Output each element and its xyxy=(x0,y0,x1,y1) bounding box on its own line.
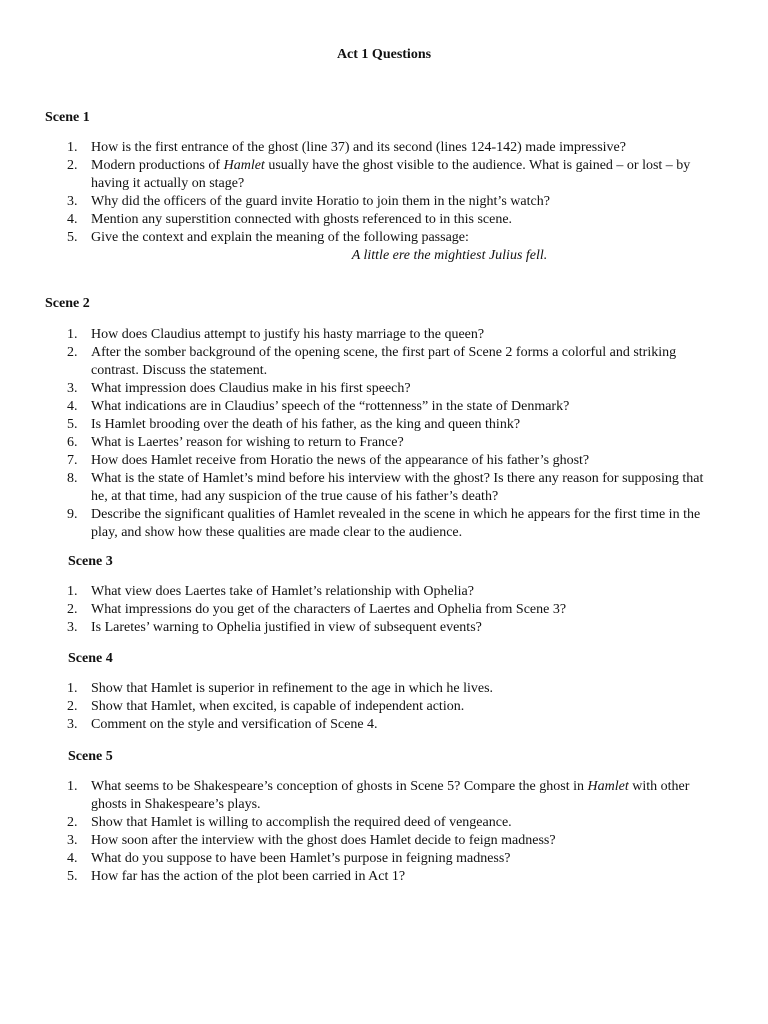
question-text-segment: How does Claudius attempt to justify his hasty marriage to the queen? xyxy=(91,327,485,342)
question-number: 1. xyxy=(67,779,78,794)
question-number: 5. xyxy=(67,417,78,432)
question-number: 7. xyxy=(67,453,78,468)
question-text xyxy=(91,507,700,540)
question-text xyxy=(91,435,404,450)
question-text-segment: Show that Hamlet is superior in refinement to the age in which he lives. xyxy=(91,681,494,696)
question-text-segment: Modern productions of xyxy=(91,158,224,173)
question-text xyxy=(91,815,512,830)
question-text xyxy=(91,417,520,432)
question-text-segment: How is the first entrance of the ghost (line 37) and its second (lines 124-142) made impressive? xyxy=(91,140,626,155)
question-text xyxy=(91,140,626,155)
question-item xyxy=(0,344,768,380)
question-item xyxy=(0,157,768,193)
question-item xyxy=(0,211,768,229)
question-item xyxy=(0,716,768,734)
question-text xyxy=(91,584,474,599)
question-number: 8. xyxy=(67,471,78,486)
question-text-segment: After the somber background of the opening scene, the first part of Scene 2 forms a colorful and striking contrast. Discuss the statement. xyxy=(91,345,677,378)
question-item xyxy=(0,416,768,434)
question-item xyxy=(0,868,768,886)
question-number: 3. xyxy=(67,833,78,848)
question-text xyxy=(91,212,512,227)
question-text-segment: How far has the action of the plot been carried in Act 1? xyxy=(91,869,406,884)
question-item xyxy=(0,832,768,850)
question-number: 1. xyxy=(67,327,78,342)
question-number: 4. xyxy=(67,399,78,414)
question-item xyxy=(0,778,768,814)
question-text xyxy=(91,602,566,617)
question-list-scene-1 xyxy=(0,139,768,265)
italic-title: Hamlet xyxy=(223,158,265,173)
question-text-segment: Mention any superstition connected with ghosts referenced to in this scene. xyxy=(91,212,513,227)
question-item xyxy=(0,680,768,698)
question-text xyxy=(91,381,411,396)
question-item xyxy=(0,326,768,344)
question-text xyxy=(91,399,569,414)
question-text xyxy=(91,699,464,714)
question-item xyxy=(0,452,768,470)
question-list-scene-3 xyxy=(0,583,768,637)
question-list-scene-2 xyxy=(0,326,768,542)
question-number: 9. xyxy=(67,507,78,522)
question-number: 2. xyxy=(67,602,78,617)
question-number: 5. xyxy=(67,869,78,884)
question-number: 2. xyxy=(67,158,78,173)
scene-heading-2: Scene 2 xyxy=(45,296,90,311)
question-text-segment: What view does Laertes take of Hamlet’s relationship with Ophelia? xyxy=(91,584,474,599)
question-number: 4. xyxy=(67,851,78,866)
question-text xyxy=(91,620,482,635)
question-text xyxy=(91,869,405,884)
question-text-segment: Give the context and explain the meaning of the following passage: xyxy=(91,230,469,245)
question-item xyxy=(0,619,768,637)
question-number: 4. xyxy=(67,212,78,227)
question-list-scene-4 xyxy=(0,680,768,734)
question-text xyxy=(91,345,676,378)
question-item xyxy=(0,814,768,832)
question-text xyxy=(91,851,511,866)
question-text-segment: Is Hamlet brooding over the death of his father, as the king and queen think? xyxy=(91,417,521,432)
question-text xyxy=(91,833,556,848)
page-title: Act 1 Questions xyxy=(336,47,432,62)
question-text-segment: with other ghosts in Shakespeare’s plays. xyxy=(91,779,690,812)
question-number: 2. xyxy=(67,345,78,360)
question-text-segment: How soon after the interview with the ghost does Hamlet decide to feign madness? xyxy=(91,833,556,848)
question-text xyxy=(91,681,493,696)
scene-heading-5: Scene 5 xyxy=(68,749,113,764)
question-item xyxy=(0,398,768,416)
question-list-scene-5 xyxy=(0,778,768,886)
question-item xyxy=(0,434,768,452)
question-item xyxy=(0,506,768,542)
question-text xyxy=(91,453,589,468)
question-text xyxy=(91,194,550,209)
question-text-segment: What impression does Claudius make in his first speech? xyxy=(91,381,411,396)
question-item xyxy=(0,470,768,506)
question-text-segment: What indications are in Claudius’ speech of the “rottenness” in the state of Denmark? xyxy=(91,399,570,414)
question-text-segment: Why did the officers of the guard invite Horatio to join them in the night’s watch? xyxy=(91,194,550,209)
question-text-segment: What do you suppose to have been Hamlet’s purpose in feigning madness? xyxy=(91,851,511,866)
question-item xyxy=(0,601,768,619)
question-number: 1. xyxy=(67,681,78,696)
question-text xyxy=(91,158,690,191)
question-text-segment: Comment on the style and versification of Scene 4. xyxy=(91,717,378,732)
question-item xyxy=(0,193,768,211)
question-text xyxy=(91,779,689,812)
question-text xyxy=(91,471,703,504)
italic-title: Hamlet xyxy=(587,779,629,794)
question-item xyxy=(0,850,768,868)
question-text-segment: usually have the ghost visible to the audience. What is gained – or lost – by having it actually on stage? xyxy=(91,158,691,191)
question-text xyxy=(91,230,469,245)
question-number: 5. xyxy=(67,230,78,245)
question-text-segment: What impressions do you get of the characters of Laertes and Ophelia from Scene 3? xyxy=(91,602,567,617)
question-text-segment: Is Laretes’ warning to Ophelia justified in view of subsequent events? xyxy=(91,620,482,635)
quoted-passage: A little ere the mightiest Julius fell. xyxy=(351,248,548,263)
scene-heading-4: Scene 4 xyxy=(68,651,113,666)
question-item xyxy=(0,583,768,601)
scene-heading-1: Scene 1 xyxy=(45,110,90,125)
question-text-segment: Show that Hamlet, when excited, is capable of independent action. xyxy=(91,699,465,714)
question-item xyxy=(0,229,768,265)
question-item xyxy=(0,139,768,157)
scene-heading-3: Scene 3 xyxy=(68,554,113,569)
question-text-segment: What is Laertes’ reason for wishing to return to France? xyxy=(91,435,404,450)
question-text-segment: Show that Hamlet is willing to accomplish the required deed of vengeance. xyxy=(91,815,512,830)
question-number: 1. xyxy=(67,584,78,599)
question-number: 1. xyxy=(67,140,78,155)
question-item xyxy=(0,380,768,398)
question-number: 2. xyxy=(67,699,78,714)
question-text-segment: What seems to be Shakespeare’s conception of ghosts in Scene 5? Compare the ghost in xyxy=(91,779,588,794)
question-number: 2. xyxy=(67,815,78,830)
question-number: 3. xyxy=(67,717,78,732)
question-text xyxy=(91,717,378,732)
question-text-segment: How does Hamlet receive from Horatio the news of the appearance of his father’s ghost? xyxy=(91,453,590,468)
question-text xyxy=(91,327,484,342)
question-number: 3. xyxy=(67,620,78,635)
question-text-segment: Describe the significant qualities of Hamlet revealed in the scene in which he appears for the first time in the play, and show how these qualities are made clear to the audience. xyxy=(91,507,701,540)
question-number: 3. xyxy=(67,194,78,209)
question-number: 3. xyxy=(67,381,78,396)
question-item xyxy=(0,698,768,716)
question-text-segment: What is the state of Hamlet’s mind before his interview with the ghost? Is there any reason for supposing that he, at that time, had any suspicion of the true cause of his father’s death? xyxy=(91,471,704,504)
question-number: 6. xyxy=(67,435,78,450)
